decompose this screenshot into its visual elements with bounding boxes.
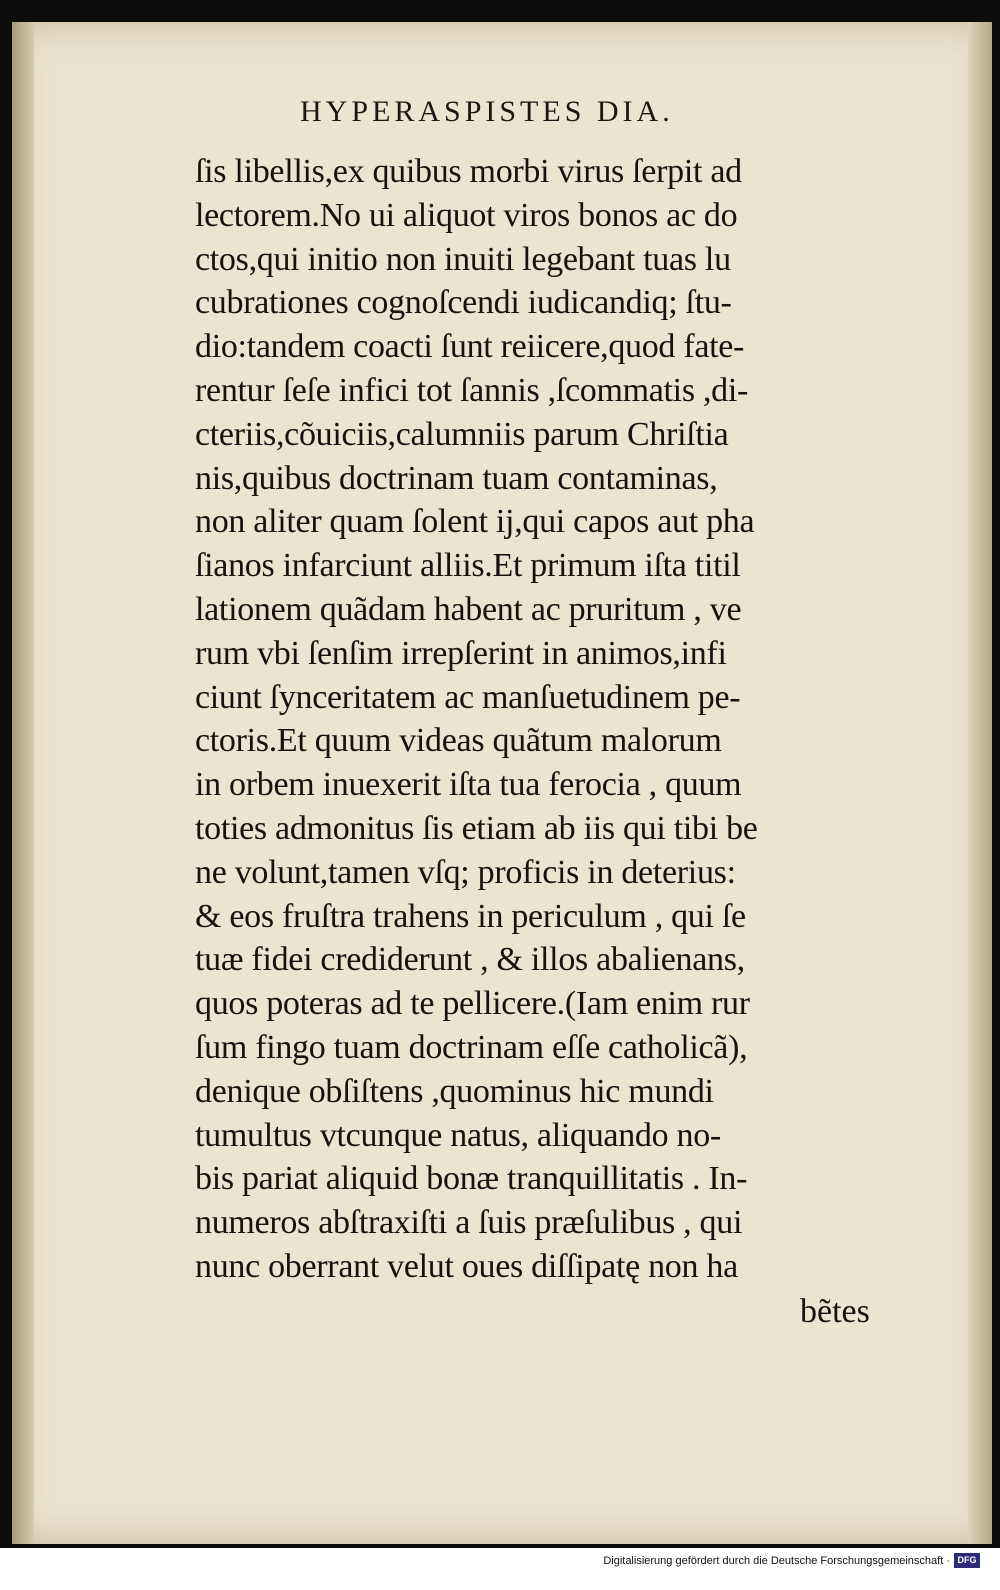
text-line: lationem quãdam habent ac pruritum , ve	[195, 590, 742, 628]
page-gutter-left	[12, 22, 34, 1544]
text-line: lectorem.No ui aliquot viros bonos ac do	[195, 196, 738, 234]
text-line: nis,quibus doctrinam tuam contaminas,	[195, 459, 718, 497]
text-line: cubrationes cognoſcendi iudicandiq; ſtu-	[195, 284, 732, 322]
text-line: & eos fruſtra trahens in periculum , qui ſe	[195, 897, 746, 935]
text-line: rum vbi ſenſim irrepſerint in animos,infi	[195, 634, 727, 672]
text-line: quos poteras ad te pellicere.(Iam enim rur	[195, 985, 750, 1023]
text-line: ſum fingo tuam doctrinam eſſe catholicã),	[195, 1028, 748, 1066]
text-line: in orbem inuexerit iſta tua ferocia , quum	[195, 766, 742, 804]
text-line: ctos,qui initio non inuiti legebant tuas lu	[195, 240, 731, 278]
text-line: denique obſiſtens ,quominus hic mundi	[195, 1072, 714, 1110]
text-line: tumultus vtcunque natus, aliquando no-	[195, 1116, 721, 1154]
page-edge-right	[968, 22, 992, 1544]
text-line: nunc oberrant velut oues diſſipatę non ha	[195, 1247, 738, 1285]
text-line: non aliter quam ſolent ij,qui capos aut pha	[195, 503, 755, 541]
catchword: bẽtes	[800, 1293, 870, 1330]
text-line: ctoris.Et quum videas quãtum malorum	[195, 722, 722, 760]
body-text	[195, 150, 895, 1289]
text-line: ciunt ſynceritatem ac manſuetudinem pe-	[195, 678, 741, 716]
text-line: rentur ſeſe infici tot ſannis ,ſcommatis ,di-	[195, 371, 749, 409]
text-line: cteriis,cõuiciis,calumniis parum Chriſtia	[195, 415, 729, 453]
text-line: ſianos infarciunt alliis.Et primum iſta titil	[195, 547, 741, 585]
text-line: dio:tandem coacti ſunt reiicere,quod fate-	[195, 328, 745, 366]
dfg-logo-icon: DFG	[954, 1553, 980, 1568]
text-line: tuæ fidei crediderunt , & illos abalienans,	[195, 941, 745, 979]
text-line: bis pariat aliquid bonæ tranquillitatis . In-	[195, 1160, 748, 1198]
text-line: ne volunt,tamen vſq; proficis in deterius:	[195, 853, 736, 891]
text-line: ſis libellis,ex quibus morbi virus ſerpit ad	[195, 153, 742, 190]
footer-credit: Digitalisierung gefördert durch die Deutsche Forschungsgemeinschaft ·	[603, 1555, 950, 1567]
running-title: HYPERASPISTES DIA.	[300, 95, 674, 128]
text-line: numeros abſtraxiſti a ſuis præſulibus , qui	[195, 1204, 743, 1242]
text-line: toties admonitus ſis etiam ab iis qui tibi be	[195, 809, 758, 847]
